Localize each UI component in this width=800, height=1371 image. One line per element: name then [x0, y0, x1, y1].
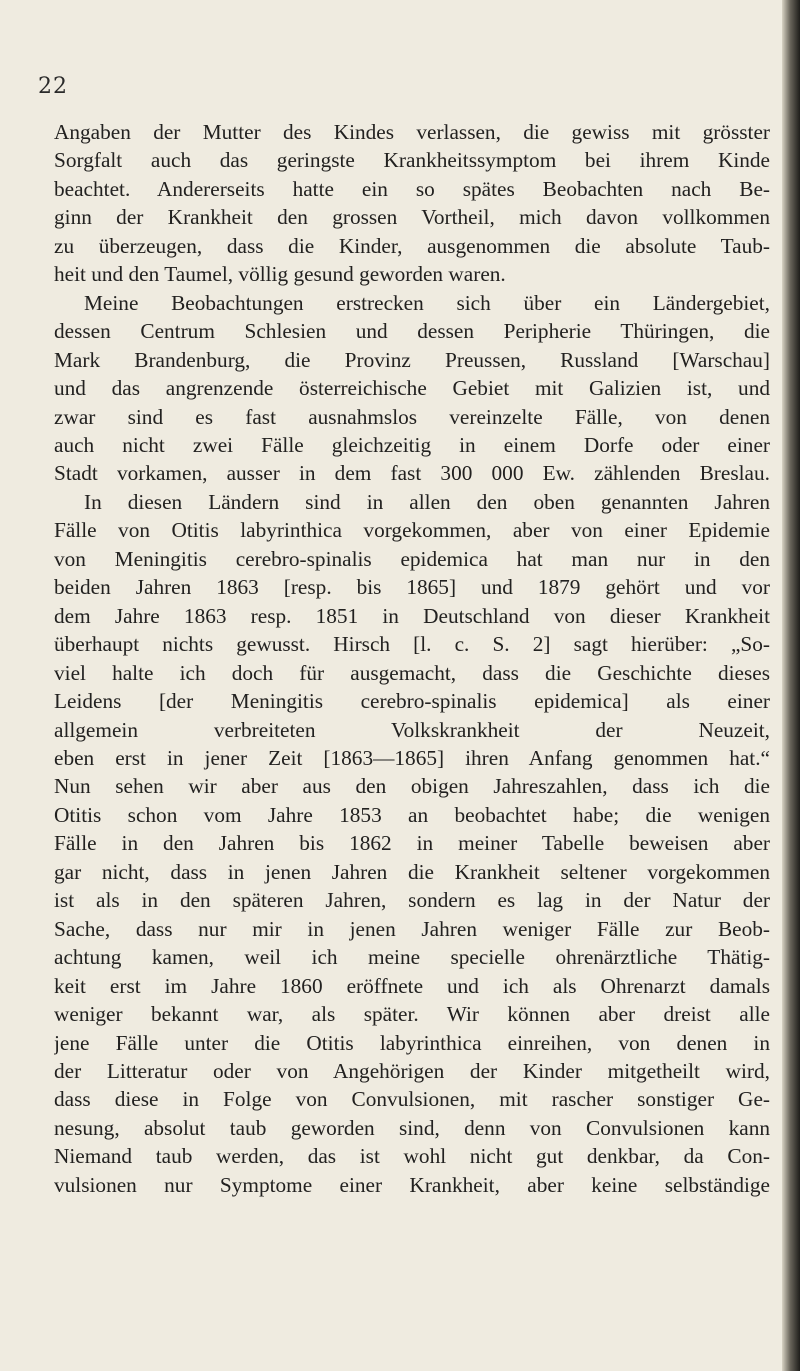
text-line: Mark Brandenburg, die Provinz Preussen, Russland [Warschau] [54, 347, 770, 372]
text-line: vulsionen nur Symptome einer Krankheit, aber keine selbständige [54, 1172, 770, 1197]
text-line: beiden Jahren 1863 [resp. bis 1865] und 1879 gehört und vor [54, 575, 770, 600]
text-line: Sorgfalt auch das geringste Krankheitssymptom bei ihrem Kinde [54, 148, 770, 173]
text-line: jene Fälle unter die Otitis labyrinthica einreihen, von denen in [54, 1030, 770, 1055]
book-binding-edge [782, 0, 800, 1371]
text-line: nesung, absolut taub geworden sind, denn von Convulsionen kann [54, 1115, 770, 1140]
text-line: In diesen Ländern sind in allen den oben genannten Jahren [84, 489, 770, 514]
page-number: 22 [38, 74, 68, 99]
text-line: Fälle in den Jahren bis 1862 in meiner Tabelle beweisen aber [54, 831, 770, 856]
text-line: achtung kamen, weil ich meine specielle ohrenärztliche Thätig- [54, 945, 770, 970]
text-line: Stadt vorkamen, ausser in dem fast 300 000 Ew. zählenden Breslau. [54, 461, 770, 486]
text-line: ginn der Krankheit den grossen Vortheil, mich davon vollkommen [54, 205, 770, 230]
text-line: zu überzeugen, dass die Kinder, ausgenommen die absolute Taub- [54, 233, 770, 258]
text-line: Otitis schon vom Jahre 1853 an beobachtet habe; die wenigen [54, 802, 770, 827]
text-line: allgemein verbreiteten Volkskrankheit der Neuzeit, [54, 717, 770, 742]
text-line: weniger bekannt war, als später. Wir können aber dreist alle [54, 1002, 770, 1027]
text-line: von Meningitis cerebro-spinalis epidemica hat man nur in den [54, 546, 770, 571]
text-line: Nun sehen wir aber aus den obigen Jahreszahlen, dass ich die [54, 774, 770, 799]
text-line: Niemand taub werden, das ist wohl nicht gut denkbar, da Con- [54, 1144, 770, 1169]
text-line: gar nicht, dass in jenen Jahren die Krankheit seltener vorgekommen [54, 859, 770, 884]
text-line: dem Jahre 1863 resp. 1851 in Deutschland von dieser Krankheit [54, 603, 770, 628]
body-text [54, 118, 770, 1199]
text-line: eben erst in jener Zeit [1863—1865] ihren Anfang genommen hat.“ [54, 745, 770, 770]
text-line: auch nicht zwei Fälle gleichzeitig in einem Dorfe oder einer [54, 432, 770, 457]
text-line: und das angrenzende österreichische Gebiet mit Galizien ist, und [54, 376, 770, 401]
text-line: beachtet. Andererseits hatte ein so spätes Beobachten nach Be- [54, 176, 770, 201]
text-line: Sache, dass nur mir in jenen Jahren weniger Fälle zur Beob- [54, 916, 770, 941]
text-line: überhaupt nichts gewusst. Hirsch [l. c. S. 2] sagt hierüber: „So- [54, 632, 770, 657]
text-line: viel halte ich doch für ausgemacht, dass die Geschichte dieses [54, 660, 770, 685]
text-line: Meine Beobachtungen erstrecken sich über ein Ländergebiet, [84, 290, 770, 315]
text-line: keit erst im Jahre 1860 eröffnete und ich als Ohrenarzt damals [54, 973, 770, 998]
text-line: zwar sind es fast ausnahmslos vereinzelte Fälle, von denen [54, 404, 770, 429]
text-line: Angaben der Mutter des Kindes verlassen, die gewiss mit grösster [54, 120, 770, 144]
text-line: der Litteratur oder von Angehörigen der Kinder mitgetheilt wird, [54, 1058, 770, 1083]
text-line: dass diese in Folge von Convulsionen, mit rascher sonstiger Ge- [54, 1087, 770, 1112]
text-line: dessen Centrum Schlesien und dessen Peripherie Thüringen, die [54, 319, 770, 344]
text-line: ist als in den späteren Jahren, sondern es lag in der Natur der [54, 888, 770, 913]
text-line: heit und den Taumel, völlig gesund geworden waren. [54, 262, 506, 287]
text-line: Leidens [der Meningitis cerebro-spinalis epidemica] als einer [54, 689, 770, 714]
text-line: Fälle von Otitis labyrinthica vorgekommen, aber von einer Epidemie [54, 518, 770, 543]
